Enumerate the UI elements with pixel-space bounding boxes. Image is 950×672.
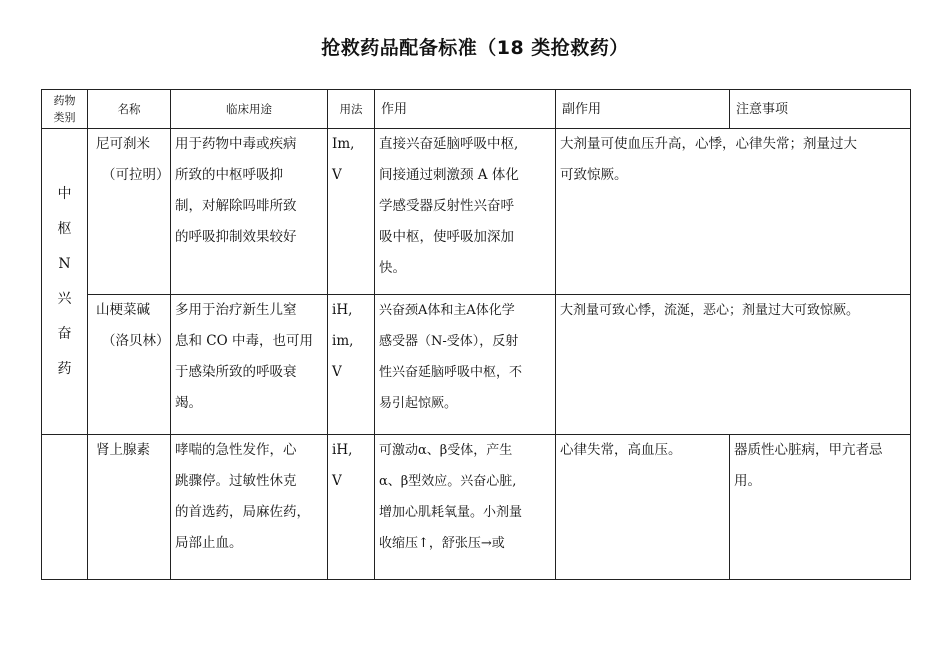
header-row bbox=[42, 90, 911, 129]
side-effects: 大剂量可使血压升高，心悸，心律失常；剂量过大 可致惊厥。 bbox=[556, 129, 911, 295]
side-effects: 大剂量可致心悸，流涎，恶心；剂量过大可致惊厥。 bbox=[556, 295, 911, 435]
clinical-use: 哮喘的急性发作，心 跳骤停。过敏性休克 的首选药，局麻佐药， 局部止血。 bbox=[171, 435, 328, 580]
effect: 可激动α、β受体，产生 α、β型效应。兴奋心脏, 增加心肌耗氧量。小剂量 收缩压↑，舒张压→或 bbox=[375, 435, 556, 580]
header-effect: 作用 bbox=[375, 90, 556, 129]
table-row bbox=[42, 295, 911, 435]
clinical-use: 多用于治疗新生儿窒 息和 CO 中毒，也可用 于感染所致的呼吸衰 竭。 bbox=[171, 295, 328, 435]
route: Im, V bbox=[328, 129, 375, 295]
header-name: 名称 bbox=[88, 90, 171, 129]
drug-name: 肾上腺素 bbox=[88, 435, 171, 580]
table-row bbox=[42, 435, 911, 580]
drug-name: 尼可刹米 （可拉明） bbox=[88, 129, 171, 295]
page-title: 抢救药品配备标准（18 类抢救药） bbox=[321, 37, 629, 59]
category-cell bbox=[42, 435, 88, 580]
header-route: 用法 bbox=[328, 90, 375, 129]
route: iH, V bbox=[328, 435, 375, 580]
effect: 直接兴奋延脑呼吸中枢, 间接通过刺激颈 A 体化 学感受器反射性兴奋呼 吸中枢，使呼吸加深加 快。 bbox=[375, 129, 556, 295]
category-cell: 中 枢 N 兴 奋 药 bbox=[42, 129, 88, 435]
header-side-effects: 副作用 bbox=[556, 90, 730, 129]
route: iH, im, V bbox=[328, 295, 375, 435]
clinical-use: 用于药物中毒或疾病 所致的中枢呼吸抑 制，对解除吗啡所致 的呼吸抑制效果较好 bbox=[171, 129, 328, 295]
notes: 器质性心脏病，甲亢者忌 用。 bbox=[730, 435, 911, 580]
drug-name: 山梗菜碱 （洛贝林） bbox=[88, 295, 171, 435]
header-use: 临床用途 bbox=[171, 90, 328, 129]
effect: 兴奋颈A体和主A体化学 感受器（N-受体），反射 性兴奋延脑呼吸中枢，不 易引起惊厥。 bbox=[375, 295, 556, 435]
header-notes: 注意事项 bbox=[730, 90, 911, 129]
rescue-drug-table bbox=[41, 89, 911, 580]
header-category: 药物 类别 bbox=[42, 90, 88, 129]
table-row bbox=[42, 129, 911, 295]
side-effects: 心律失常，高血压。 bbox=[556, 435, 730, 580]
